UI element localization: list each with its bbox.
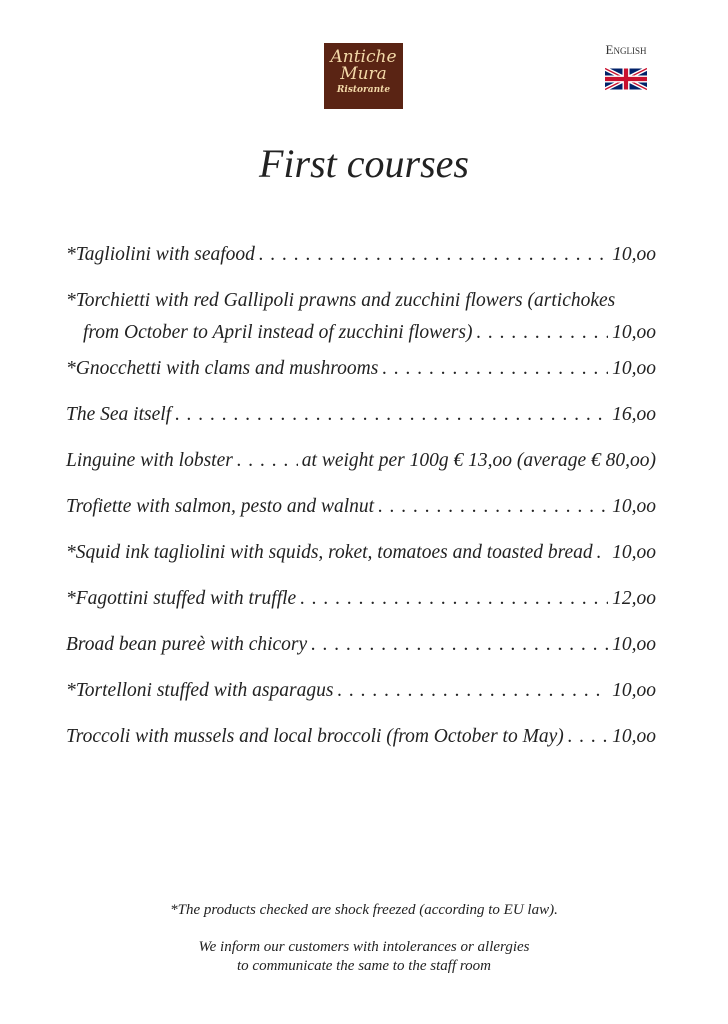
item-name: Troccoli with mussels and local broccoli (from October to May) xyxy=(66,726,564,747)
menu-item xyxy=(66,404,656,450)
frozen-note: *The products checked are shock freezed (according to EU law). xyxy=(170,902,558,918)
item-price: 12,oo xyxy=(612,588,656,609)
dot-leader xyxy=(300,588,608,610)
item-price: 10,oo xyxy=(612,680,656,701)
item-name: *Tortelloni stuffed with asparagus xyxy=(66,680,334,701)
logo-line2: Mura xyxy=(340,64,387,84)
item-price: 10,oo xyxy=(612,358,656,379)
logo-line1: Antiche xyxy=(330,47,397,67)
menu-item xyxy=(66,726,656,772)
dot-leader xyxy=(568,726,608,748)
logo-line3: Ristorante xyxy=(336,85,391,95)
menu-item xyxy=(66,496,656,542)
restaurant-logo xyxy=(324,43,403,109)
menu-item xyxy=(66,290,656,344)
item-price: 10,oo xyxy=(612,542,656,563)
menu-item xyxy=(66,542,656,588)
menu-item xyxy=(66,358,656,404)
dot-leader xyxy=(337,680,608,702)
item-name: Trofiette with salmon, pesto and walnut xyxy=(66,496,375,517)
item-price: 10,oo xyxy=(612,726,656,747)
language-label[interactable]: English xyxy=(605,42,647,57)
menu-item xyxy=(66,634,656,680)
dot-leader xyxy=(476,322,608,344)
item-price: 10,oo xyxy=(612,634,656,655)
item-name: Linguine with lobster xyxy=(66,450,233,471)
item-price: at weight per 100g € 13,oo (average € 80,oo) xyxy=(301,450,656,471)
dot-leader xyxy=(237,450,298,472)
item-name: *Fagottini stuffed with truffle xyxy=(66,588,297,609)
dot-leader xyxy=(311,634,608,656)
menu-item xyxy=(66,450,656,496)
item-price: 10,oo xyxy=(612,496,656,517)
dot-leader xyxy=(259,244,608,266)
item-name: *Torchietti with red Gallipoli prawns and zucchini flowers (artichokes xyxy=(66,290,616,311)
item-price: 10,oo xyxy=(612,244,656,265)
item-price: 16,oo xyxy=(612,404,656,425)
menu-item xyxy=(66,244,656,290)
item-price: 10,oo xyxy=(612,322,656,343)
item-name: *Squid ink tagliolini with squids, roket, tomatoes and toasted bread xyxy=(66,542,593,563)
item-name-cont: from October to April instead of zucchini flowers) xyxy=(83,322,473,343)
menu-list xyxy=(66,244,656,772)
dot-leader xyxy=(378,496,608,518)
allergy-note-line1: We inform our customers with intolerances or allergies xyxy=(198,939,530,955)
dot-leader xyxy=(382,358,608,380)
menu-item xyxy=(66,680,656,726)
dot-leader xyxy=(175,404,608,426)
dot-leader xyxy=(597,542,608,564)
item-name: *Tagliolini with seafood xyxy=(66,244,255,265)
item-name: *Gnocchetti with clams and mushrooms xyxy=(66,358,379,379)
allergy-note-line2: to communicate the same to the staff room xyxy=(237,958,491,974)
item-name: The Sea itself xyxy=(66,404,172,425)
item-name: Broad bean pureè with chicory xyxy=(66,634,308,655)
page-title: First courses xyxy=(259,141,469,186)
language-selector[interactable] xyxy=(596,42,656,92)
uk-flag-icon[interactable] xyxy=(605,66,647,92)
menu-item xyxy=(66,588,656,634)
